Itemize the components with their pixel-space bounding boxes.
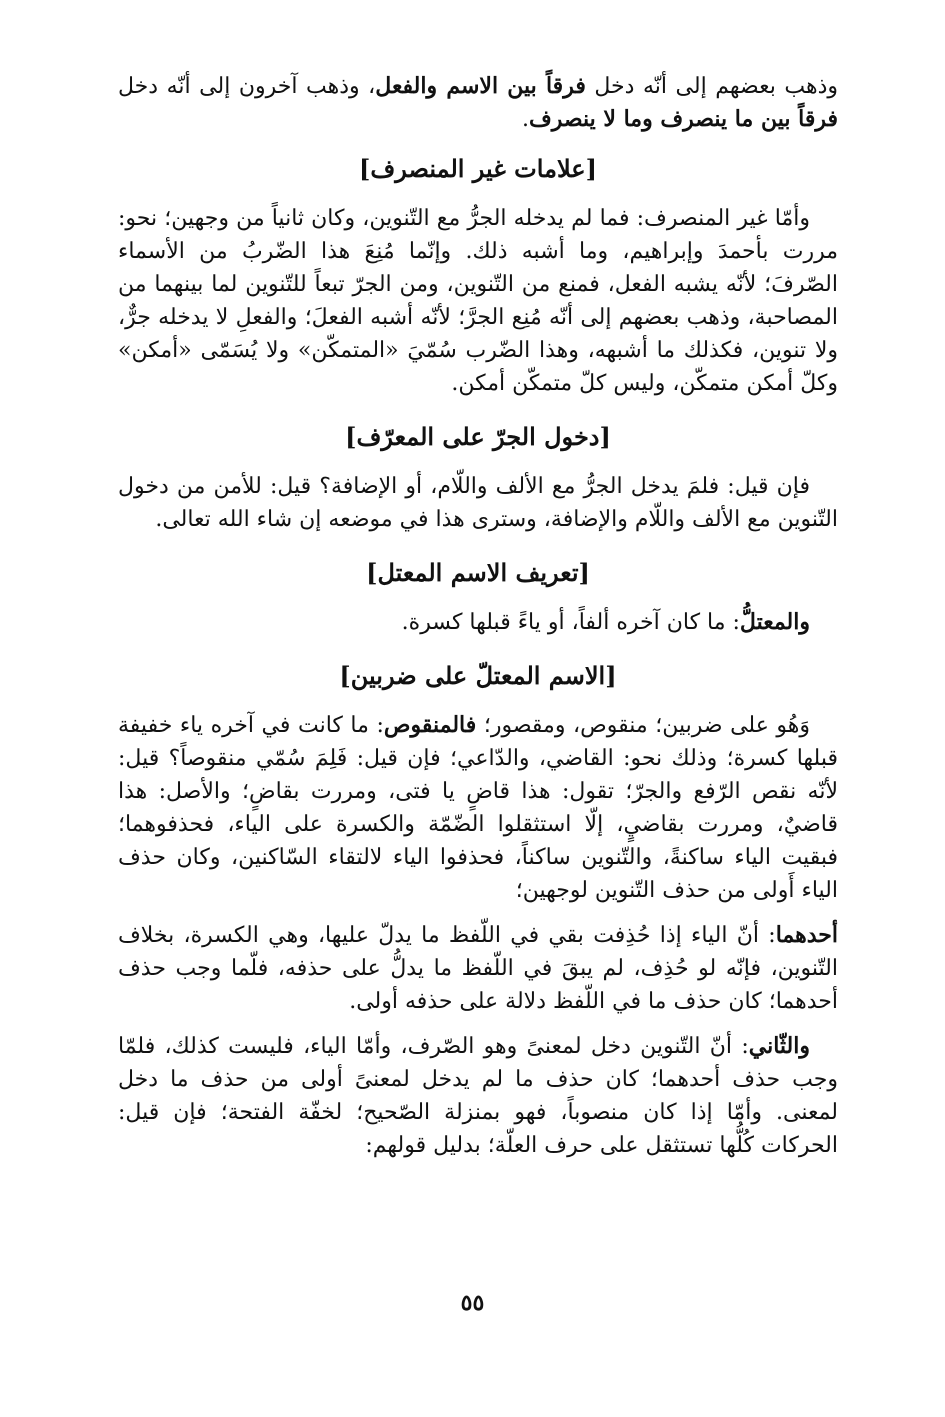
heading-defective-definition: [تعريف الاسم المعتل] xyxy=(366,558,590,587)
intro-text-c: ، وذهب آخرون إلى أنّه دخل xyxy=(118,74,376,99)
first-reason-text: : أنّ الياء إذا حُذِفت بقي في اللّفظ ما يدلّ عليها، وهي الكسرة، بخلاف التّنوين، فإنّه لو حُذِف، لم يبقَ في اللّفظ ما يدلُّ على حذفه، فلّما وجب حذف أحدهما؛ كان حذف ما في اللّفظ دلالة على حذفه أولى. xyxy=(118,923,838,1014)
first-reason-paragraph xyxy=(118,919,838,1018)
page-body xyxy=(118,70,838,1162)
second-reason-paragraph xyxy=(118,1030,838,1162)
intro-text-a: وذهب بعضهم إلى أنّه دخل xyxy=(585,74,838,99)
types-text-c: : ما كانت في آخره ياء خفيفة قبلها كسرة؛ وذلك نحو: القاضي، والدّاعي؛ فإن قيل: فَلِمَ سُمّي منقوصاً؟ قيل: لأنّه نقص الرّفع والجرّ؛ تقول: هذا قاضٍ يا فتى، ومررت بقاضٍ؛ والأصل: هذا قاضيٌ، ومررت بقاضيٍ، إلّا استثقلوا الضّمّة والكسرة على الياء، فحذفوهما؛ فبقيت الياء ساكنةً، والتّنوين ساكناً، فحذفوا الياء لالتقاء السّاكنين، وكان حذف الياء أَولى من حذف التّنوين لوجهين؛ xyxy=(118,713,838,903)
jarr-paragraph: فإن قيل: فلمَ يدخل الجرُّ مع الألف واللّام، أو الإضافة؟ قيل: للأمن من دخول التّنوين مع الألف واللّام والإضافة، وسترى هذا في موضعه إن شاء الله تعالى. xyxy=(118,474,838,532)
second-reason-term: والثّاني xyxy=(748,1033,810,1059)
types-text-a: وَهُو على ضربين؛ منقوص، ومقصور؛ xyxy=(476,713,810,738)
definition-paragraph xyxy=(118,606,838,639)
intro-bold-b: فرقاً بين الاسم والفعل xyxy=(375,73,586,99)
heading-nonflex-signs: [علامات غير المنصرف] xyxy=(359,154,597,183)
page-number: ٥٥ xyxy=(460,1290,485,1316)
types-paragraph xyxy=(118,709,838,907)
heading-defective-types: [الاسم المعتلّ على ضربين] xyxy=(339,661,617,690)
intro-text-e: . xyxy=(521,107,529,132)
types-term-manqus: فالمنقوص xyxy=(383,712,477,738)
second-reason-text: : أنّ التّنوين دخل لمعنىً وهو الصّرف، وأمّا الياء، فليست كذلك، فلمّا وجب حذف أحدهما؛ كان حذف ما لم يدخل لمعنىً أولى من حذف ما دخل لمعنى. وأمّا إذا كان منصوباً، فهو بمنزلة الصّحيح؛ لخفّة الفتحة؛ فإن قيل: الحركات كُلُّها تستثقل على حرف العلّة؛ بدليل قولهم: xyxy=(118,1034,838,1158)
nonflex-paragraph: وأمّا غير المنصرف: فما لم يدخله الجرُّ مع التّنوين، وكان ثانياً من وجهين؛ نحو: مررت بأحمدَ وإبراهيم، وما أشبه ذلك. وإنّما مُنِعَ هذا الضّربُ من الأسماء الصّرفَ؛ لأنّه يشبه الفعل، فمنع من التّنوين، ومن الجرّ تبعاً للتّنوين لما بينهما من المصاحبة، وذهب بعضهم إلى أنّه مُنِع الجرَّ؛ لأنّه أشبه الفعلَ؛ والفعلِ لا يدخله جرٌّ، ولا تنوين، فكذلك ما أشبهه، وهذا الضّرب سُمّيَ «المتمكّن» ولا يُسَمّى «أمكن» وكلّ أمكن متمكّن، وليس كلّ متمكّن أمكن. xyxy=(118,206,838,396)
definition-term: والمعتلُّ xyxy=(739,609,810,635)
intro-paragraph xyxy=(118,70,838,136)
intro-bold-d: فرقاً بين ما ينصرف وما لا ينصرف xyxy=(528,106,838,132)
first-reason-term: أحدهما xyxy=(775,922,838,948)
definition-text: : ما كان آخره ألفاً، أو ياءً قبلها كسرة. xyxy=(401,610,740,635)
heading-jarr-definite: [دخول الجرّ على المعرّف] xyxy=(345,422,611,451)
